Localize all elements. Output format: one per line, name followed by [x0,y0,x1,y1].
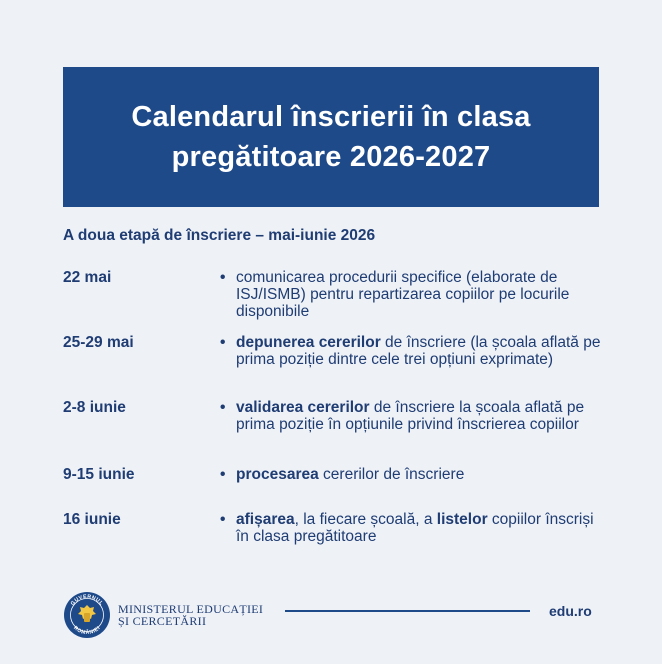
description-highlight: listelor [436,511,488,528]
page-title-line-1: Calendarul înscrierii în clasa [131,101,531,133]
schedule-date: 2-8 iunie [63,399,126,416]
bullet-icon: • [220,466,226,483]
government-seal-icon [63,591,111,639]
schedule-description [236,334,601,368]
description-text: comunicarea procedurii specifice (elaborate de ISJ/ISMB) pentru repartizarea copiilor pe locurile disponibile [236,269,570,320]
ministry-name-line-1: MINISTERUL EDUCAȚIEI [118,602,264,616]
bullet-icon: • [220,334,226,351]
description-highlight: validarea cererilor [236,399,370,416]
schedule-date: 9-15 iunie [63,466,135,483]
description-text: , la fiecare școală, a [294,511,437,528]
schedule-description [236,399,601,433]
schedule-description [236,269,601,320]
bullet-icon: • [220,511,226,528]
ministry-name [118,603,263,627]
description-highlight: depunerea cererilor [236,334,381,351]
schedule-description [236,466,601,483]
description-text: de înscriere (la școala aflată pe prima poziție dintre cele trei opțiuni exprimate) [236,334,601,368]
footer-divider [285,610,530,612]
stage-subtitle: A doua etapă de înscriere – mai-iunie 2026 [63,227,376,244]
description-highlight: afișarea [236,511,295,528]
bullet-icon: • [220,399,226,416]
description-text: copiilor înscriși în clasa pregătitoare [236,511,594,545]
page-title-line-2: pregătitoare 2026-2027 [171,141,491,173]
schedule-date: 16 iunie [63,511,121,528]
website-link[interactable]: edu.ro [549,603,592,619]
description-text: de înscriere la școala aflată pe prima poziție în opțiunile privind înscrierea copiilor [236,399,585,433]
description-highlight: procesarea [236,466,319,483]
schedule-date: 25-29 mai [63,334,134,351]
ministry-name-line-2: ȘI CERCETĂRII [118,614,207,628]
schedule-description [236,511,601,545]
svg-text:ROMÂNIEI: ROMÂNIEI [72,625,102,637]
svg-text:GUVERNUL: GUVERNUL [69,593,105,607]
schedule-date: 22 mai [63,269,112,286]
description-text: cererilor de înscriere [318,466,465,483]
bullet-icon: • [220,269,226,286]
title-banner [63,67,599,207]
